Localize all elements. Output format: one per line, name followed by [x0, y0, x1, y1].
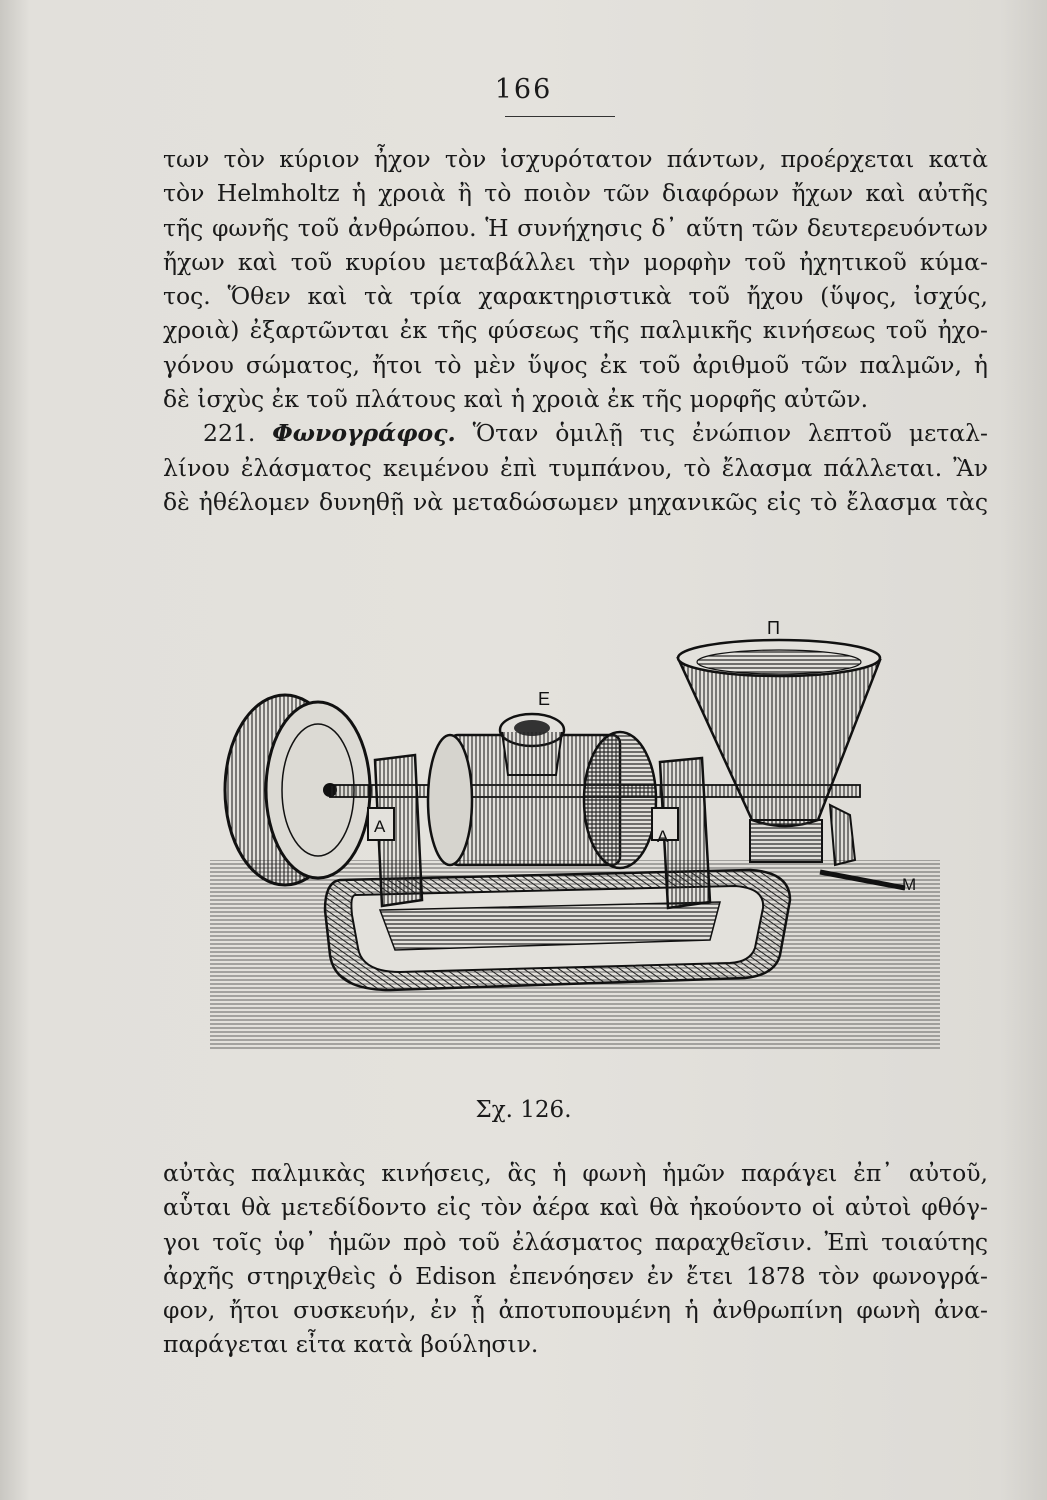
section-number: 221. [203, 419, 256, 448]
text-line: αὗται θὰ μετεδίδοντο εἰς τὸν ἀέρα καὶ θὰ ἠκούοντο οἱ αὐτοὶ φθόγ- [163, 1193, 988, 1222]
text-line: τος. Ὅθεν καὶ τὰ τρία χαρακτηριστικὰ τοῦ ἤχου (ὕψος, ἰσχύς, [163, 282, 988, 311]
text-line: αὐτὰς παλμικὰς κινήσεις, ἃς ἡ φωνὴ ἡμῶν παράγει ἐπ᾽ αὐτοῦ, [163, 1159, 988, 1187]
text-line: γόνου σώματος, ἤτοι τὸ μὲν ὕψος ἐκ τοῦ ἀριθμοῦ τῶν παλμῶν, ἡ [163, 350, 988, 379]
label-funnel: Π [767, 618, 780, 638]
label-left-support: Α [374, 817, 386, 836]
label-right-support: Α [657, 827, 669, 846]
text-line: δὲ ἠθέλομεν δυνηθῇ νὰ μεταδώσωμεν μηχανικῶς εἰς τὸ ἔλασμα τὰς [163, 487, 988, 516]
paragraph-bottom [163, 1156, 988, 1362]
section-first-line: Ὅταν ὁμιλῇ τις ἐνώπιον λεπτοῦ μεταλ- [472, 419, 988, 448]
recording-cylinder [428, 714, 656, 868]
text-line: γοι τοῖς ὑφ᾽ ἡμῶν πρὸ τοῦ ἐλάσματος παραχθεῖσιν. Ἐπὶ τοιαύτης [163, 1227, 988, 1256]
phonograph-figure [190, 610, 950, 1090]
text-line: παράγεται εἶτα κατὰ βούλησιν. [163, 1330, 539, 1359]
text-line: χροιὰ) ἐξαρτῶνται ἐκ τῆς φύσεως τῆς παλμικῆς κινήσεως τοῦ ἠχο- [163, 316, 988, 345]
page-number: 166 [494, 74, 553, 105]
label-cylinder: Ε [538, 689, 551, 709]
section-heading-line [163, 416, 988, 450]
section-title: Φωνογράφος. [272, 419, 456, 448]
text-line: ἤχων καὶ τοῦ κυρίου μεταβάλλει τὴν μορφὴν τοῦ ἠχητικοῦ κύμα- [163, 247, 988, 276]
label-crank: Μ [902, 875, 917, 894]
text-line: τῆς φωνῆς τοῦ ἀνθρώπου. Ἡ συνήχησις δ᾽ αὕτη τῶν δευτερευόντων [163, 213, 988, 242]
paragraph-top [163, 142, 988, 519]
text-line: ἀρχῆς στηριχθεὶς ὁ Edison ἐπενόησεν ἐν ἔτει 1878 τὸν φωνογρά- [163, 1261, 988, 1290]
text-line: των τὸν κύριον ἦχον τὸν ἰσχυρότατον πάντων, προέρχεται κατὰ [163, 145, 988, 173]
figure-caption: Σχ. 126. [475, 1097, 572, 1123]
header-rule [505, 116, 615, 117]
text-line: τὸν Helmholtz ἡ χροιὰ ἢ τὸ ποιὸν τῶν διαφόρων ἤχων καὶ αὐτῆς [163, 179, 988, 208]
text-line: δὲ ἰσχὺς ἐκ τοῦ πλάτους καὶ ἡ χροιὰ ἐκ τῆς μορφῆς αὐτῶν. [163, 385, 869, 414]
phonograph-engraving [190, 610, 950, 1090]
text-line: φον, ἤτοι συσκευήν, ἐν ᾗ ἀποτυπουμένη ἡ ἀνθρωπίνη φωνὴ ἀνα- [163, 1296, 988, 1325]
text-line: λίνου ἐλάσματος κειμένου ἐπὶ τυμπάνου, τὸ ἔλασμα πάλλεται. Ἂν [163, 453, 988, 482]
